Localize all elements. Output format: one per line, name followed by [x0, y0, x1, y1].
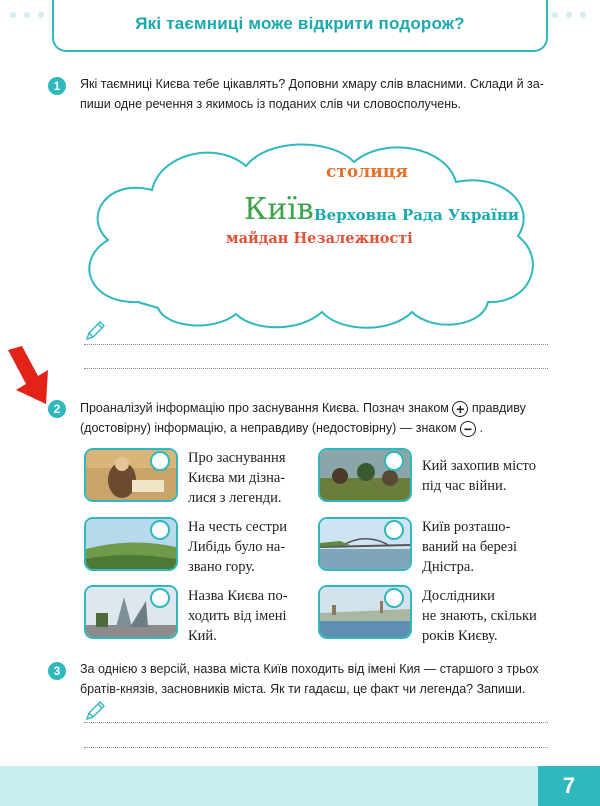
mark-circle-5[interactable]: [150, 588, 170, 608]
task-1-line-1: Які таємниці Києва тебе цікавлять? Доповни хмару слів власними. Склади й за-: [80, 77, 544, 91]
statement-1: Про заснування Києва ми дізна- лися з легенди.: [188, 450, 286, 506]
answer-line-1b[interactable]: [84, 368, 548, 369]
pencil-icon-2: [84, 700, 106, 722]
statement-6: Дослідники не знають, скільки років Києву.: [422, 588, 537, 644]
task-2-line-1: [80, 398, 526, 418]
statement-3: На честь сестри Либідь було на- звано гору.: [188, 519, 288, 575]
task-2-number: 2: [48, 400, 66, 418]
statement-2: Кий захопив місто під час війни.: [422, 458, 536, 494]
mark-circle-2[interactable]: [384, 451, 404, 471]
title-box: [52, 0, 548, 52]
statement-5: Назва Києва по- ходить від імені Кий.: [188, 588, 288, 644]
task-2-line-2-end: .: [479, 421, 483, 435]
mark-circle-3[interactable]: [150, 520, 170, 540]
task-1-number: 1: [48, 77, 66, 95]
task-2-line-2: [80, 418, 526, 438]
footer-band: [0, 766, 600, 806]
answer-line-3a[interactable]: [84, 722, 548, 723]
minus-sign-icon: −: [460, 421, 476, 437]
plus-sign-icon: +: [452, 401, 468, 417]
cloud-word-kyiv: Київ: [244, 192, 314, 227]
pencil-icon: [84, 320, 106, 342]
word-cloud: [68, 132, 548, 330]
cloud-word-capital: столиця: [326, 162, 408, 182]
statement-4: Київ розташо- ваний на березі Дністра.: [422, 519, 518, 575]
task-3-text: [80, 659, 539, 699]
page-number: 7: [538, 766, 600, 806]
cloud-word-maidan: майдан Незалежності: [226, 230, 413, 247]
task-3-line-1: За однією з версій, назва міста Київ походить від імені Кия — старшого з трьох: [80, 662, 539, 676]
answer-line-3b[interactable]: [84, 747, 548, 748]
task-2-line-1-start: Проаналізуй інформацію про заснування Києва. Познач знаком: [80, 401, 449, 415]
page-title: Які таємниці може відкрити подорож?: [135, 14, 465, 33]
task-2-line-1-end: правдиву: [471, 401, 526, 415]
task-3-number: 3: [48, 662, 66, 680]
cloud-word-verkhovna-rada: Верховна Рада України: [314, 206, 519, 224]
answer-line-1a[interactable]: [84, 344, 548, 345]
mark-circle-1[interactable]: [150, 451, 170, 471]
task-1-text: [80, 74, 544, 114]
mark-circle-6[interactable]: [384, 588, 404, 608]
task-2-text: [80, 398, 526, 438]
task-3-line-2: братів-князів, засновників міста. Як ти гадаєш, це факт чи легенда? Запиши.: [80, 682, 526, 696]
mark-circle-4[interactable]: [384, 520, 404, 540]
task-2-line-2-start: (достовірну) інформацію, а неправдиву (недостовірну) — знаком: [80, 421, 457, 435]
task-1-line-2: пиши одне речення з якимось із поданих слів чи словосполучень.: [80, 97, 462, 111]
red-arrow-icon: [2, 346, 52, 406]
